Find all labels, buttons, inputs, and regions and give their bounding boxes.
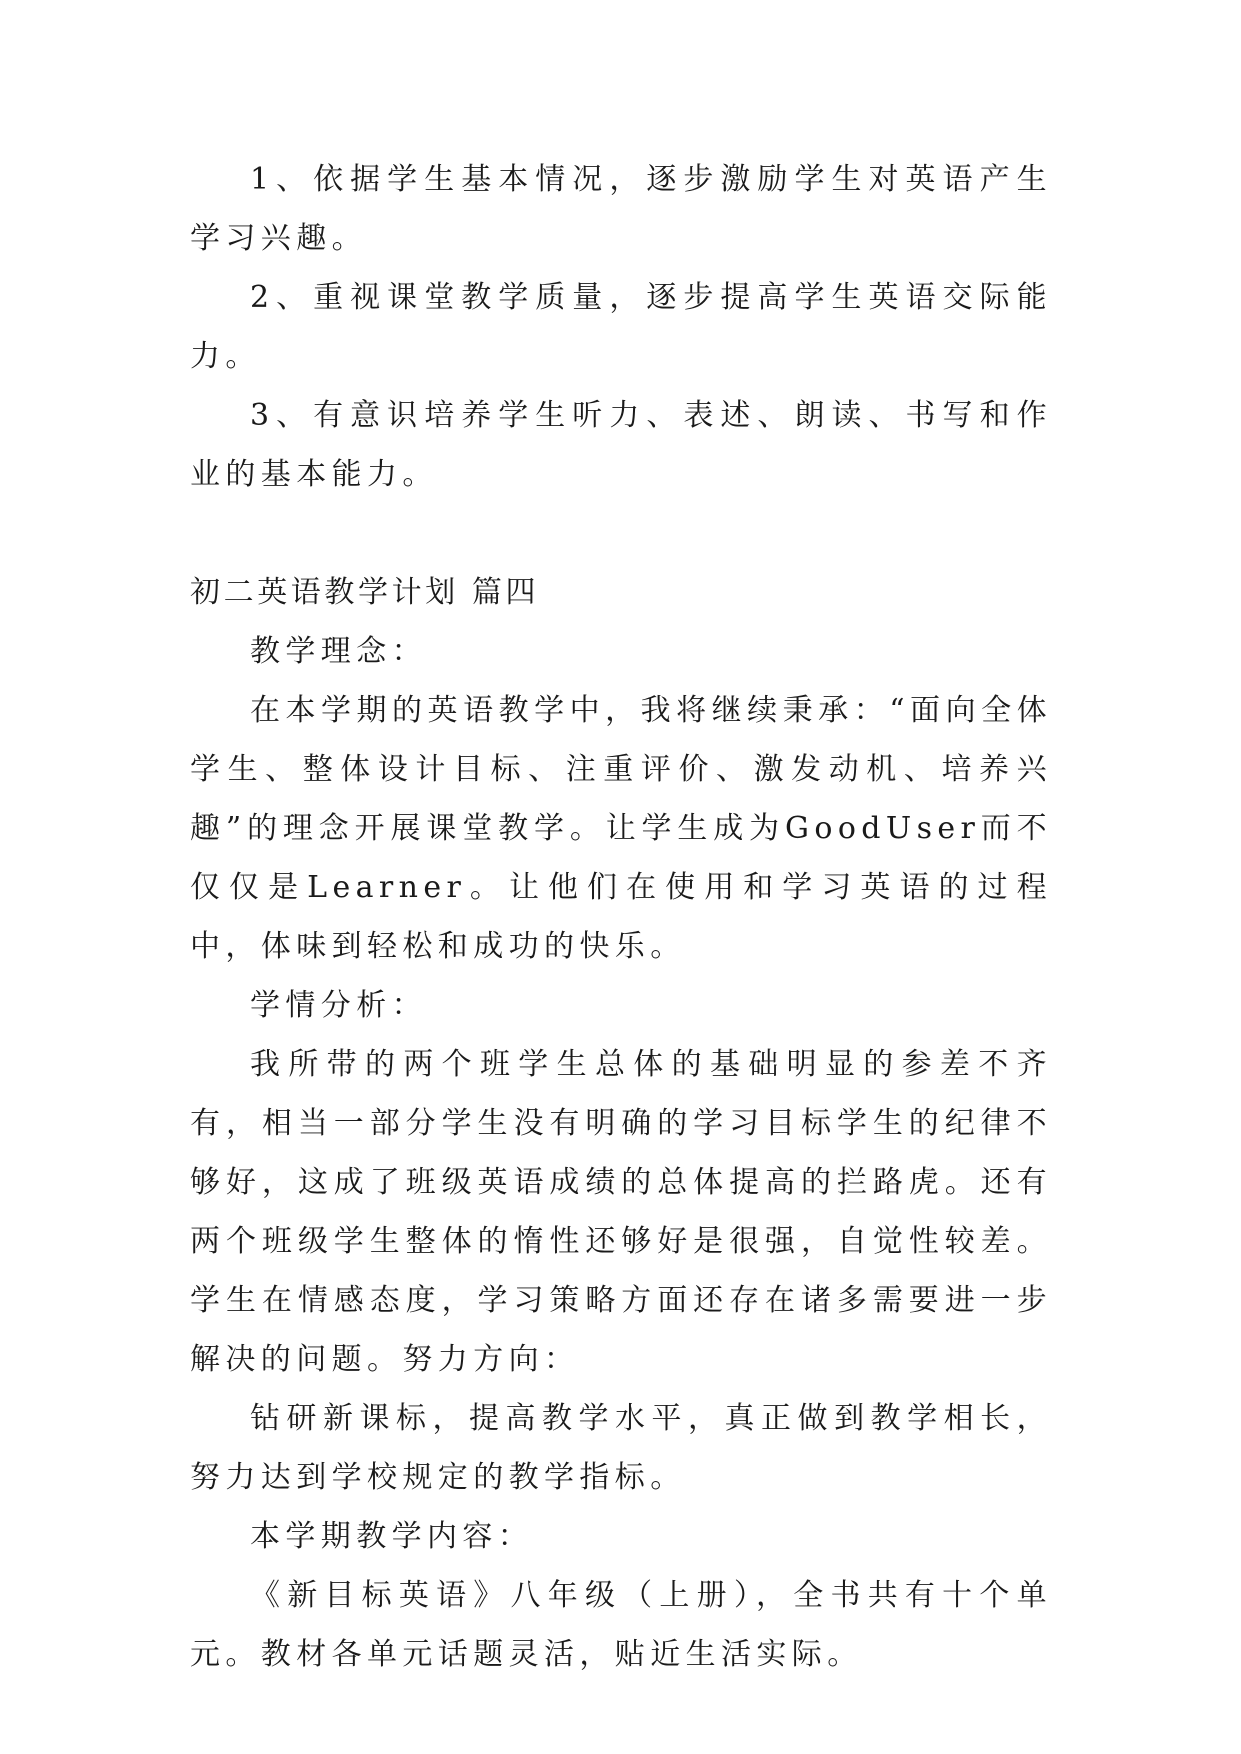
paragraph-teaching-content: 《新目标英语》八年级（上册），全书共有十个单元。教材各单元话题灵活，贴近生活实际。 (190, 1578, 1052, 1672)
paragraph-teaching-philosophy: 在本学期的英语教学中，我将继续秉承：“面向全体学生、整体设计目标、注重评价、激发动机、培养兴趣”的理念开展课堂教学。让学生成为GoodUser而不仅仅是Learner。让他们在使用和学习英语的过程中，体味到轻松和成功的快乐。 (190, 693, 1052, 964)
paragraph-goal-1: 1、依据学生基本情况，逐步激励学生对英语产生学习兴趣。 (190, 162, 1052, 256)
subheading-student-analysis: 学情分析： (250, 988, 427, 1023)
paragraph-goal-3: 3、有意识培养学生听力、表述、朗读、书写和作业的基本能力。 (190, 398, 1052, 492)
document-page (190, 150, 1052, 1684)
paragraph-student-analysis: 我所带的两个班学生总体的基础明显的参差不齐有，相当一部分学生没有明确的学习目标学生的纪律不够好，这成了班级英语成绩的总体提高的拦路虎。还有两个班级学生整体的惰性还够好是很强，自觉性较差。学生在情感态度，学习策略方面还存在诸多需要进一步解决的问题。努力方向： (190, 1047, 1052, 1377)
subheading-teaching-content: 本学期教学内容： (250, 1519, 534, 1554)
paragraph-goal-2: 2、重视课堂教学质量，逐步提高学生英语交际能力。 (190, 280, 1052, 374)
subheading-teaching-philosophy: 教学理念： (250, 634, 427, 669)
section-heading: 初二英语教学计划 篇四 (190, 575, 540, 610)
paragraph-effort-direction: 钻研新课标，提高教学水平，真正做到教学相长，努力达到学校规定的教学指标。 (190, 1401, 1052, 1495)
